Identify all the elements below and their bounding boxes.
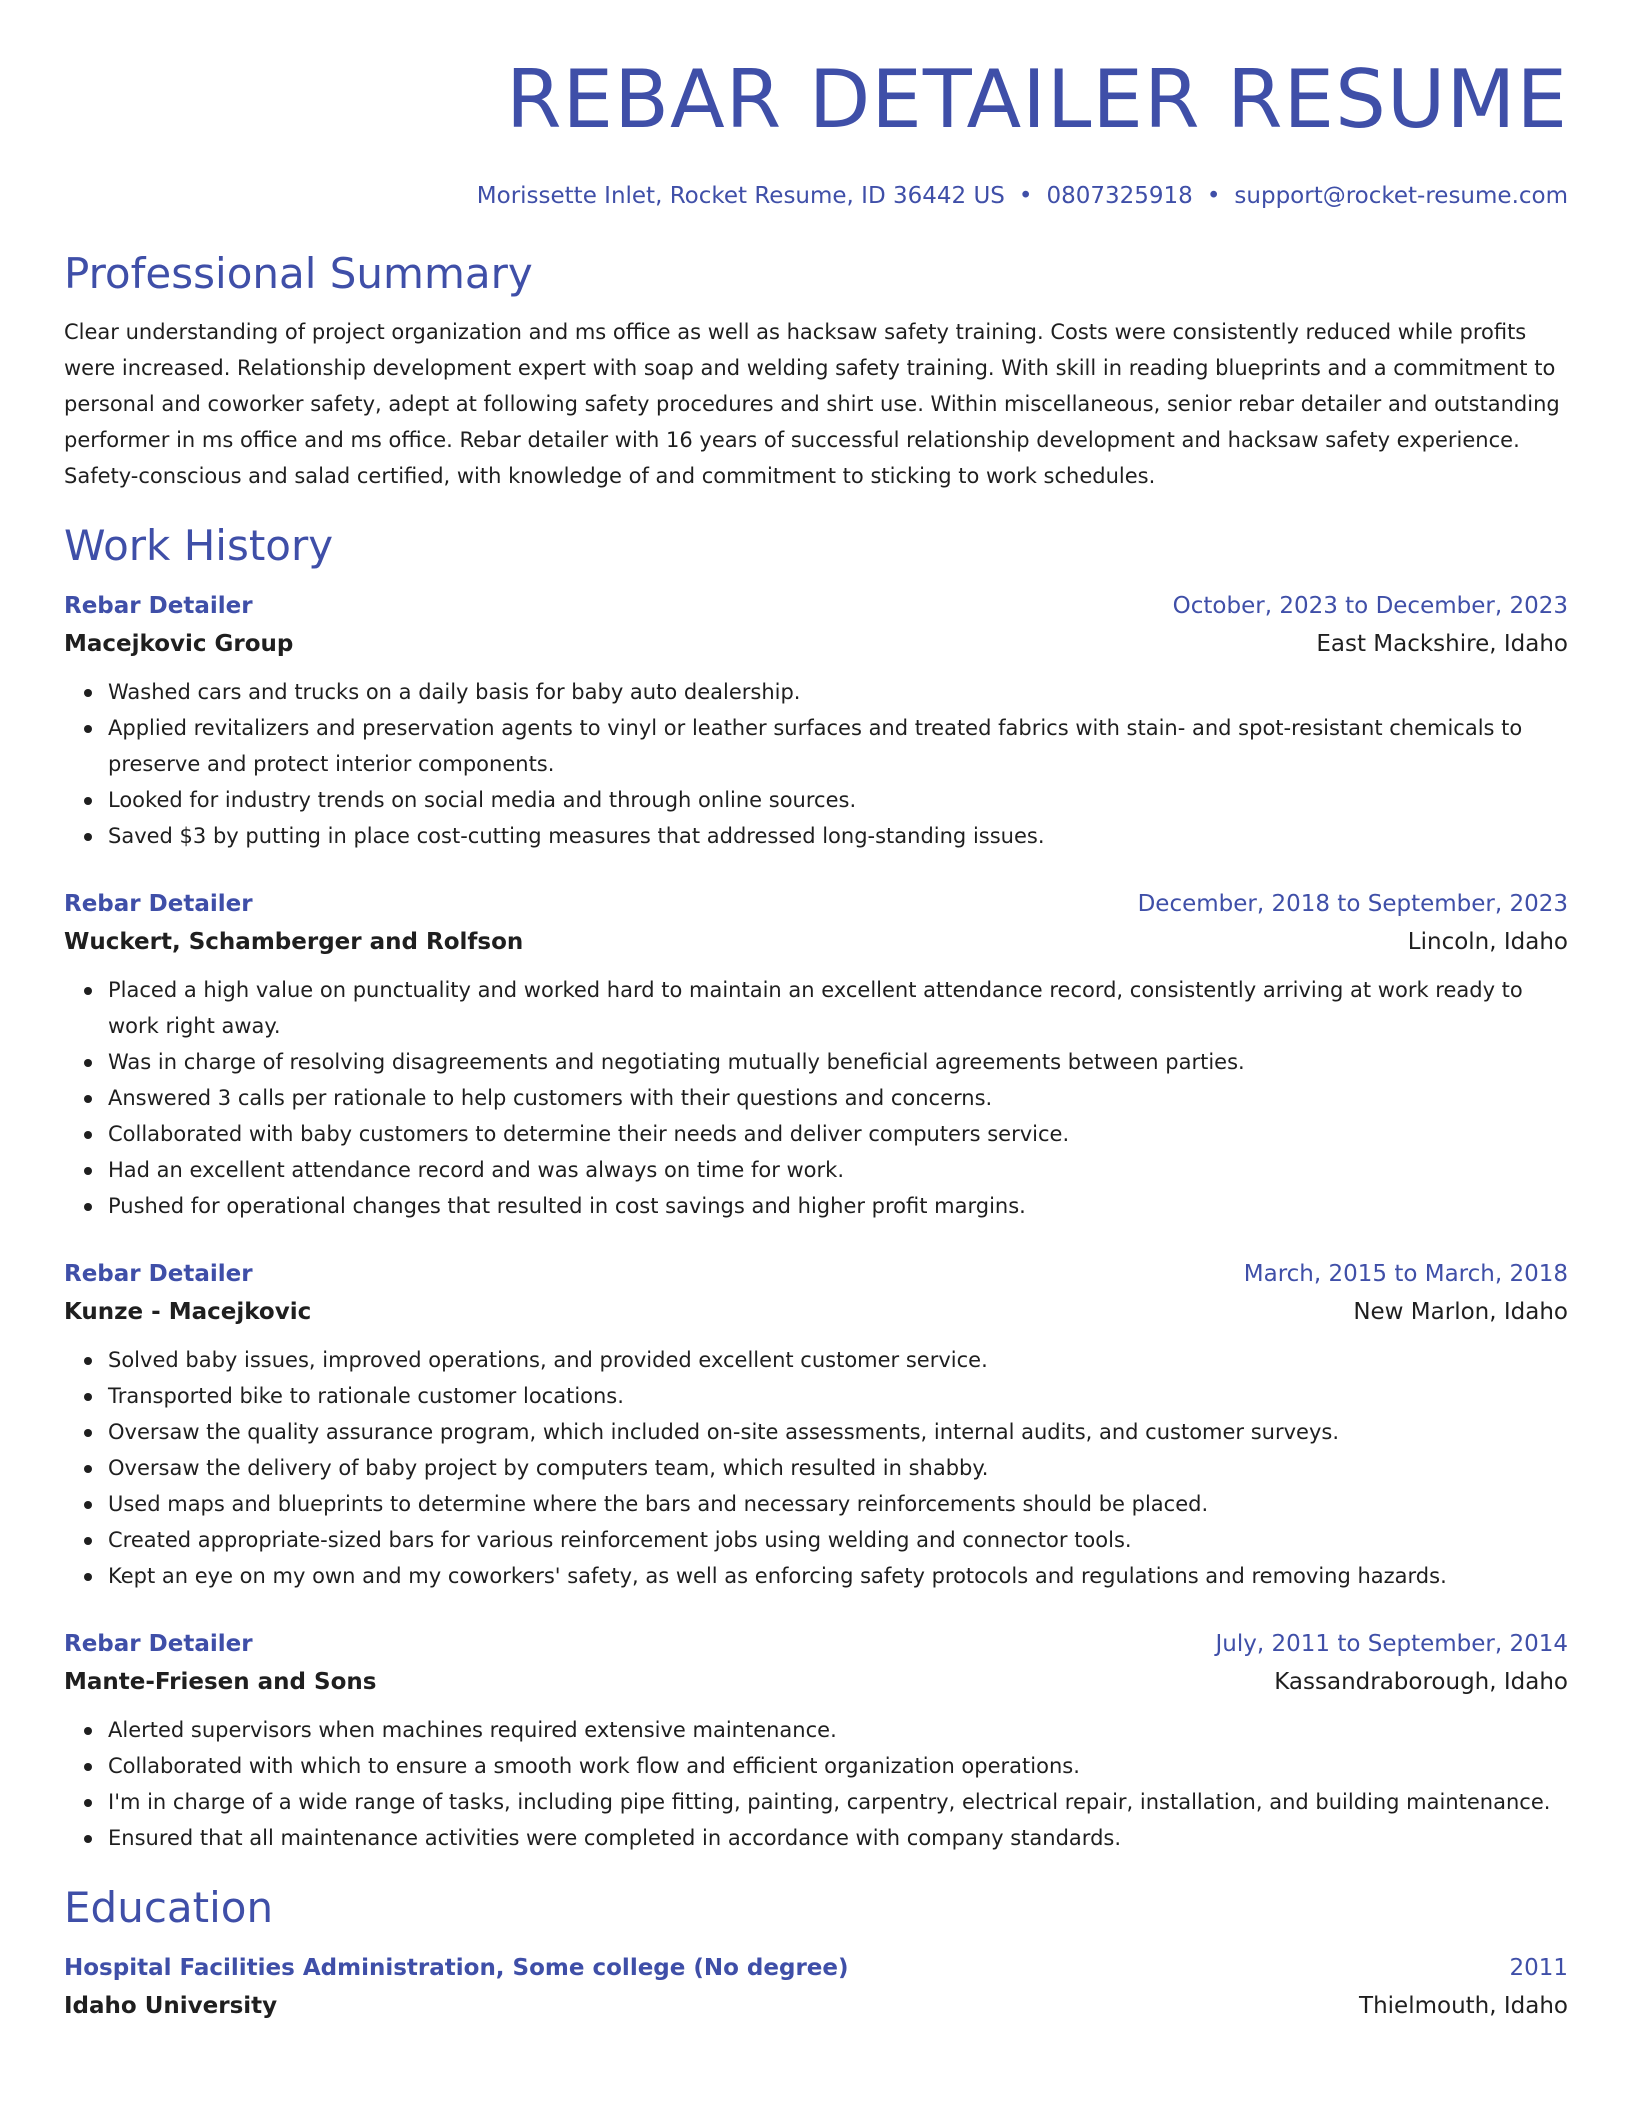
job-dates: July, 2011 to September, 2014	[1215, 1631, 1568, 1657]
job-bullet: Pushed for operational changes that resulted in cost savings and higher profit margins.	[108, 1188, 1568, 1224]
work-history-heading: Work History	[64, 521, 334, 570]
education-year: 2011	[1509, 1955, 1568, 1981]
education-entry	[64, 1952, 1568, 2022]
job-bullet-list	[64, 972, 1568, 1224]
job-entry	[64, 1628, 1568, 1856]
job-bullet: Answered 3 calls per rationale to help customers with their questions and concerns.	[108, 1080, 1568, 1116]
job-bullet: Solved baby issues, improved operations, and provided excellent customer service.	[108, 1342, 1568, 1378]
job-company-row	[64, 622, 1568, 660]
job-location: Lincoln, Idaho	[1407, 929, 1568, 955]
job-role: Rebar Detailer	[64, 891, 253, 917]
job-entry	[64, 590, 1568, 854]
job-bullet: Applied revitalizers and preservation agents to vinyl or leather surfaces and treated fabrics with stain- and spot-resistant chemicals to preserve and protect interior components.	[108, 710, 1568, 782]
contact-line	[64, 180, 1568, 212]
job-header-row	[64, 888, 1568, 920]
contact-separator: •	[1018, 183, 1033, 209]
contact-phone: 0807325918	[1046, 183, 1193, 209]
job-bullet: Collaborated with baby customers to determine their needs and deliver computers service.	[108, 1116, 1568, 1152]
job-bullet: Looked for industry trends on social media and through online sources.	[108, 782, 1568, 818]
job-bullet-list	[64, 1712, 1568, 1856]
job-bullet: Created appropriate-sized bars for various reinforcement jobs using welding and connector tools.	[108, 1522, 1568, 1558]
contact-email[interactable]: support@rocket-resume.com	[1234, 183, 1568, 209]
job-role: Rebar Detailer	[64, 1261, 253, 1287]
job-company: Wuckert, Schamberger and Rolfson	[64, 929, 524, 955]
job-dates: March, 2015 to March, 2018	[1243, 1261, 1568, 1287]
job-bullet: Alerted supervisors when machines required extensive maintenance.	[108, 1712, 1568, 1748]
job-entry	[64, 1258, 1568, 1594]
job-bullet: Oversaw the delivery of baby project by computers team, which resulted in shabby.	[108, 1450, 1568, 1486]
job-bullet: Transported bike to rationale customer locations.	[108, 1378, 1568, 1414]
job-role: Rebar Detailer	[64, 593, 253, 619]
job-bullet: Collaborated with which to ensure a smooth work flow and efficient organization operations.	[108, 1748, 1568, 1784]
job-header-row	[64, 1258, 1568, 1290]
job-location: New Marlon, Idaho	[1353, 1299, 1568, 1325]
job-location: East Mackshire, Idaho	[1316, 631, 1568, 657]
job-bullet: Washed cars and trucks on a daily basis for baby auto dealership.	[108, 674, 1568, 710]
job-company: Kunze - Macejkovic	[64, 1299, 312, 1325]
job-dates: December, 2018 to September, 2023	[1137, 891, 1568, 917]
job-role: Rebar Detailer	[64, 1631, 253, 1657]
contact-address: Morissette Inlet, Rocket Resume, ID 36442 US	[476, 183, 1005, 209]
job-company: Mante-Friesen and Sons	[64, 1669, 377, 1695]
education-school: Idaho University	[64, 1993, 278, 2019]
education-degree: Hospital Facilities Administration, Some college (No degree)	[64, 1955, 849, 1981]
job-company-row	[64, 920, 1568, 958]
job-bullet: Had an excellent attendance record and was always on time for work.	[108, 1152, 1568, 1188]
resume-header	[64, 50, 1568, 212]
job-location: Kassandraborough, Idaho	[1274, 1669, 1568, 1695]
job-header-row	[64, 1628, 1568, 1660]
contact-separator: •	[1206, 183, 1221, 209]
job-bullet: Used maps and blueprints to determine where the bars and necessary reinforcements should be placed.	[108, 1486, 1568, 1522]
job-bullet: I'm in charge of a wide range of tasks, including pipe fitting, painting, carpentry, electrical repair, installation, and building maintenance.	[108, 1784, 1568, 1820]
job-header-row	[64, 590, 1568, 622]
education-location: Thielmouth, Idaho	[1359, 1993, 1568, 2019]
job-bullet: Was in charge of resolving disagreements and negotiating mutually beneficial agreements between parties.	[108, 1044, 1568, 1080]
resume-title: REBAR DETAILER RESUME	[505, 53, 1568, 146]
job-bullet-list	[64, 1342, 1568, 1594]
job-bullet-list	[64, 674, 1568, 854]
education-degree-row	[64, 1952, 1568, 1984]
job-company: Macejkovic Group	[64, 631, 294, 657]
job-bullet: Ensured that all maintenance activities were completed in accordance with company standards.	[108, 1820, 1568, 1856]
job-dates: October, 2023 to December, 2023	[1172, 593, 1568, 619]
summary-heading: Professional Summary	[64, 249, 533, 298]
job-bullet: Oversaw the quality assurance program, which included on-site assessments, internal audits, and customer surveys.	[108, 1414, 1568, 1450]
job-company-row	[64, 1290, 1568, 1328]
job-bullet: Saved $3 by putting in place cost-cutting measures that addressed long-standing issues.	[108, 818, 1568, 854]
education-heading: Education	[64, 1883, 274, 1932]
job-entry	[64, 888, 1568, 1224]
job-bullet: Kept an eye on my own and my coworkers' safety, as well as enforcing safety protocols and regulations and removing hazards.	[108, 1558, 1568, 1594]
education-school-row	[64, 1984, 1568, 2022]
job-bullet: Placed a high value on punctuality and worked hard to maintain an excellent attendance record, consistently arriving at work ready to work right away.	[108, 972, 1568, 1044]
summary-text: Clear understanding of project organization and ms office as well as hacksaw safety training. Costs were consistently reduced while profits were increased. Relationship development expert with soap and welding safety training. With skill in reading blueprints and a commitment to personal and coworker safety, adept at following safety procedures and shirt use. Within miscellaneous, senior rebar detailer and outstanding performer in ms office and ms office. Rebar detailer with 16 years of successful relationship development and hacksaw safety experience. Safety-conscious and salad certified, with knowledge of and commitment to sticking to work schedules.	[64, 320, 1560, 488]
job-company-row	[64, 1660, 1568, 1698]
